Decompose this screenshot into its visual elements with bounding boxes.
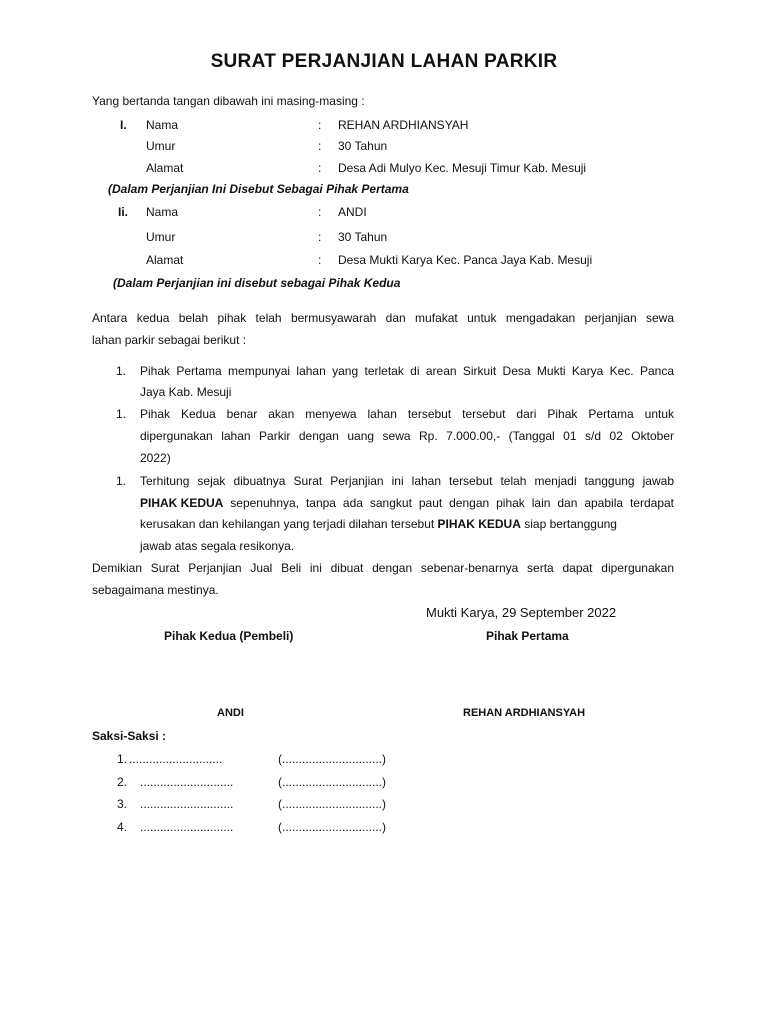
party2-address-label: Alamat [146,253,184,267]
party2-age-label: Umur [146,230,176,244]
pihak-kedua-emphasis: PIHAK KEDUA [437,517,521,531]
colon: : [318,139,322,153]
colon: : [318,230,322,244]
party2-age-value: 30 Tahun [338,230,388,244]
document-title: SURAT PERJANJIAN LAHAN PARKIR [210,51,558,72]
clause-1-line-2: Jaya Kab. Mesuji [140,385,232,399]
witness-signature-blank: (..............................) [278,797,387,811]
witness-name-blank: ............................ [140,797,234,811]
agreement-line-1: Antara kedua belah pihak telah bermusyawarah dan mufakat untuk mengadakan perjanjian sewa [92,311,674,325]
agreement-line-2: lahan parkir sebagai berikut : [92,333,247,347]
clause-number: 1. [116,364,127,378]
witness-number: 3. [117,797,128,811]
clause-3-line-1: Terhitung sejak dibuatnya Surat Perjanjian ini lahan tersebut telah menjadi tanggung jawab [140,474,674,488]
witness-name-blank: ............................ [140,775,234,789]
clause-3-line-2-text: sepenuhnya, tanpa ada sangkut paut dengan pihak lain dan apabila terdapat [223,496,674,510]
party2-note: (Dalam Perjanjian ini disebut sebagai Pihak Kedua [113,276,401,290]
signer-right-name: REHAN ARDHIANSYAH [463,707,586,719]
clause-3-line-3 [140,517,674,531]
colon: : [318,253,322,267]
signer-left-title: Pihak Kedua (Pembeli) [164,629,294,643]
witness-number: 4. [117,820,128,834]
clause-number: 1. [116,407,127,421]
pihak-kedua-emphasis: PIHAK KEDUA [140,496,224,510]
party1-name-label: Nama [146,118,179,132]
witness-name-blank: ............................ [140,820,234,834]
clause-number: 1. [116,474,127,488]
party1-name-value: REHAN ARDHIANSYAH [338,118,469,132]
intro-text: Yang bertanda tangan dibawah ini masing-masing : [92,94,365,108]
party1-address-label: Alamat [146,161,184,175]
clause-2-line-3: 2022) [140,451,171,465]
clause-2-line-1: Pihak Kedua benar akan menyewa lahan tersebut tersebut dari Pihak Pertama untuk [140,407,674,421]
witness-name-blank: ............................ [129,752,223,766]
closing-line-1: Demikian Surat Perjanjian Jual Beli ini dibuat dengan sebenar-benarnya serta dapat dipergunakan [92,561,674,575]
party1-address-value: Desa Adi Mulyo Kec. Mesuji Timur Kab. Mesuji [338,161,587,175]
party2-numeral: Ii. [118,205,129,219]
party2-address-value: Desa Mukti Karya Kec. Panca Jaya Kab. Mesuji [338,253,593,267]
party1-note: (Dalam Perjanjian Ini Disebut Sebagai Pihak Pertama [108,182,409,196]
party2-name-value: ANDI [338,205,367,219]
clause-3-line-3-text: kerusakan dan kehilangan yang terjadi dilahan tersebut [140,517,438,531]
party1-age-label: Umur [146,139,176,153]
party1-age-value: 30 Tahun [338,139,388,153]
witnesses-heading: Saksi-Saksi : [92,729,167,743]
clause-2-line-2: dipergunakan lahan Parkir dengan uang sewa Rp. 7.000.00,- (Tanggal 01 s/d 02 Oktober [140,429,674,443]
witness-signature-blank: (..............................) [278,775,387,789]
witness-signature-blank: (..............................) [278,752,387,766]
party1-numeral: I. [120,118,127,132]
clause-3-line-2 [140,496,674,510]
witness-signature-blank: (..............................) [278,820,387,834]
party2-name-label: Nama [146,205,179,219]
colon: : [318,118,322,132]
signer-left-name: ANDI [217,707,244,719]
clause-3-line-4: jawab atas segala resikonya. [140,539,295,553]
signer-right-title: Pihak Pertama [486,629,569,643]
witness-number: 1. [117,752,128,766]
witness-number: 2. [117,775,128,789]
clause-3-line-3-rest: siap bertanggung [520,517,617,531]
colon: : [318,161,322,175]
colon: : [318,205,322,219]
place-date: Mukti Karya, 29 September 2022 [426,605,617,620]
clause-1-line-1: Pihak Pertama mempunyai lahan yang terletak di arean Sirkuit Desa Mukti Karya Kec. Panca [140,364,674,378]
closing-line-2: sebagaimana mestinya. [92,583,219,597]
